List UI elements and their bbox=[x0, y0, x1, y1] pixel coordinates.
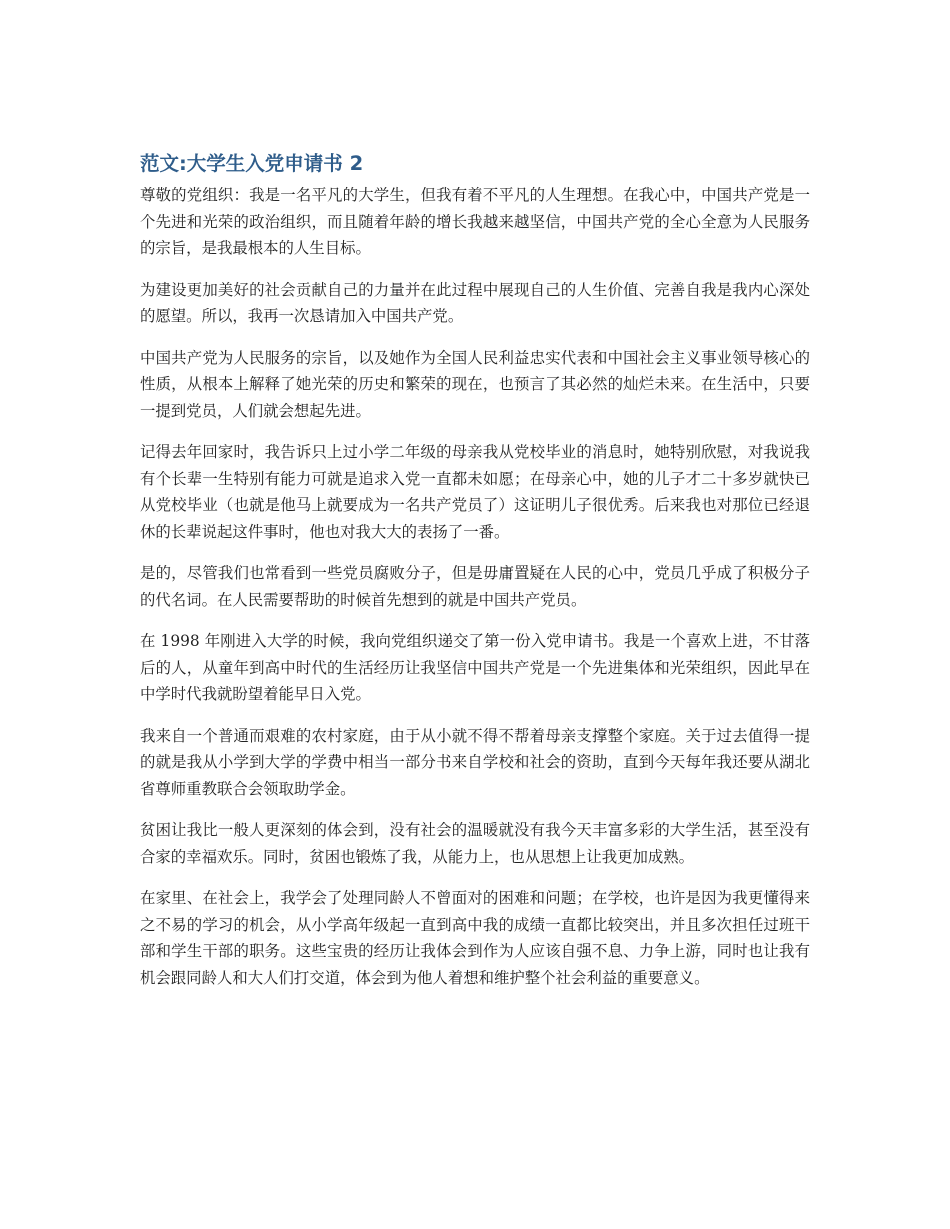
document-body bbox=[140, 150, 810, 1006]
paragraph: 中国共产党为人民服务的宗旨，以及她作为全国人民利益忠实代表和中国社会主义事业领导核心的性质，从根本上解释了她光荣的历史和繁荣的现在，也预言了其必然的灿烂未来。在生活中，只要一提到党员，人们就会想起先进。 bbox=[140, 348, 810, 420]
paragraph: 记得去年回家时，我告诉只上过小学二年级的母亲我从党校毕业的消息时，她特别欣慰，对我说我有个长辈一生特别有能力可就是追求入党一直都未如愿；在母亲心中，她的儿子才二十多岁就快已从党校毕业（也就是他马上就要成为一名共产党员了）这证明儿子很优秀。后来我也对那位已经退休的长辈说起这件事时，他也对我大大的表扬了一番。 bbox=[140, 443, 810, 541]
paragraph: 是的，尽管我们也常看到一些党员腐败分子，但是毋庸置疑在人民的心中，党员几乎成了积极分子的代名词。在人民需要帮助的时候首先想到的就是中国共产党员。 bbox=[140, 564, 810, 609]
paragraph: 为建设更加美好的社会贡献自己的力量并在此过程中展现自己的人生价值、完善自我是我内心深处的愿望。所以，我再一次恳请加入中国共产党。 bbox=[140, 280, 810, 325]
paragraph: 在家里、在社会上，我学会了处理同龄人不曾面对的困难和问题；在学校，也许是因为我更懂得来之不易的学习的机会，从小学高年级起一直到高中我的成绩一直都比较突出，并且多次担任过班干部和学生干部的职务。这些宝贵的经历让我体会到作为人应该自强不息、力争上游，同时也让我有机会跟同龄人和大人们打交道，体会到为他人着想和维护整个社会利益的重要意义。 bbox=[140, 889, 810, 987]
paragraph: 贫困让我比一般人更深刻的体会到，没有社会的温暖就没有我今天丰富多彩的大学生活，甚至没有合家的幸福欢乐。同时，贫困也锻炼了我，从能力上，也从思想上让我更加成熟。 bbox=[140, 821, 810, 866]
paragraph: 我来自一个普通而艰难的农村家庭，由于从小就不得不帮着母亲支撑整个家庭。关于过去值得一提的就是我从小学到大学的学费中相当一部分书来自学校和社会的资助，直到今天每年我还要从湖北省尊师重教联合会领取助学金。 bbox=[140, 726, 810, 798]
paragraph: 在 1998 年刚进入大学的时候，我向党组织递交了第一份入党申请书。我是一个喜欢上进，不甘落后的人，从童年到高中时代的生活经历让我坚信中国共产党是一个先进集体和光荣组织，因此早在中学时代我就盼望着能早日入党。 bbox=[140, 632, 810, 703]
paragraph: 尊敬的党组织：我是一名平凡的大学生，但我有着不平凡的人生理想。在我心中，中国共产党是一个先进和光荣的政治组织，而且随着年龄的增长我越来越坚信，中国共产党的全心全意为人民服务的宗旨，是我最根本的人生目标。 bbox=[140, 186, 810, 257]
document-title: 范文:大学生入党申请书 2 bbox=[140, 152, 364, 175]
